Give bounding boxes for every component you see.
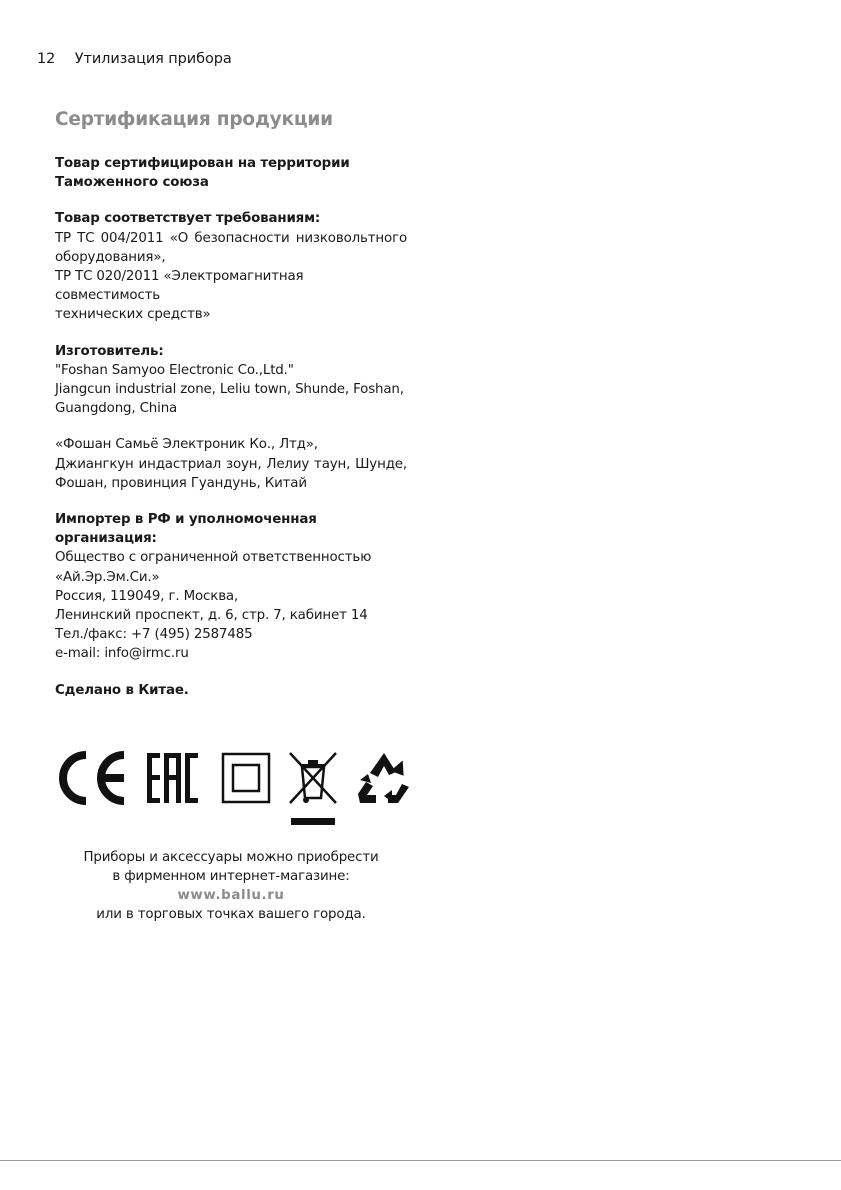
manufacturer-en-line: "Foshan Samyoo Electronic Co.,Ltd." [55,362,294,378]
section-title: Утилизация прибора [74,51,232,67]
importer-heading: Импортер в РФ и уполномоченная [55,512,317,528]
shop-info [56,848,406,924]
importer-email: e-mail: info@irmc.ru [55,646,189,662]
page-header [37,51,232,67]
manufacturer-ru-line: Джиангкун индастриал зоун, Лелиу таун, Шунде, [55,456,407,472]
page-content [55,108,407,700]
requirements-heading: Товар соответствует требованиям: [55,211,321,227]
eac-mark-icon [145,750,201,806]
shop-line: или в торговых точках вашего города. [96,907,366,922]
manufacturer-heading: Изготовитель: [55,343,164,359]
page-number: 12 [37,51,56,67]
manufacturer-ru-line: «Фошан Самьё Электроник Ко., Лтд», [55,437,318,453]
shop-line: в фирменном интернет-магазине: [112,869,350,884]
importer-line: Россия, 119049, г. Москва, [55,588,239,604]
manufacturer-en-line: Guangdong, China [55,401,178,417]
footer-divider [0,1160,841,1161]
class-ii-double-insulation-icon [220,750,272,806]
shop-url-link[interactable]: www.ballu.ru [177,888,285,903]
importer-line: Общество с ограниченной ответственностью [55,550,372,566]
certification-line: Товар сертифицирован на территории [55,156,350,171]
made-in-label: Сделано в Китае. [55,682,189,698]
ce-mark-icon [54,750,134,806]
certification-line: Таможенного союза [55,175,209,191]
requirements-line: ТР ТС 020/2011 «Электромагнитная совместимость [55,269,304,304]
requirements-line: ТР ТС 004/2011 «О безопасности низковольтного [55,230,407,246]
requirements-line: технических средств» [55,307,211,323]
importer-block [55,510,407,664]
certification-block [55,154,407,192]
manufacturer-ru-block [55,435,407,493]
page-title: Сертификация продукции [55,109,333,130]
manufacturer-block [55,342,407,419]
certification-marks [54,750,410,830]
requirements-block [55,209,407,324]
importer-line: Тел./факс: +7 (495) 2587485 [55,627,253,643]
shop-line: Приборы и аксессуары можно приобрести [83,850,379,865]
importer-line: «Ай.Эр.Эм.Си.» [55,569,160,585]
recycle-icon [356,750,412,806]
requirements-line: оборудования», [55,249,166,265]
manufacturer-ru-line: Фошан, провинция Гуандунь, Китай [55,475,307,491]
importer-heading: организация: [55,531,157,547]
crossed-out-wheelie-bin-icon [287,750,339,828]
importer-line: Ленинский проспект, д. 6, стр. 7, кабинет 14 [55,608,368,624]
manufacturer-en-line: Jiangcun industrial zone, Leliu town, Shunde, Foshan, [55,382,404,398]
